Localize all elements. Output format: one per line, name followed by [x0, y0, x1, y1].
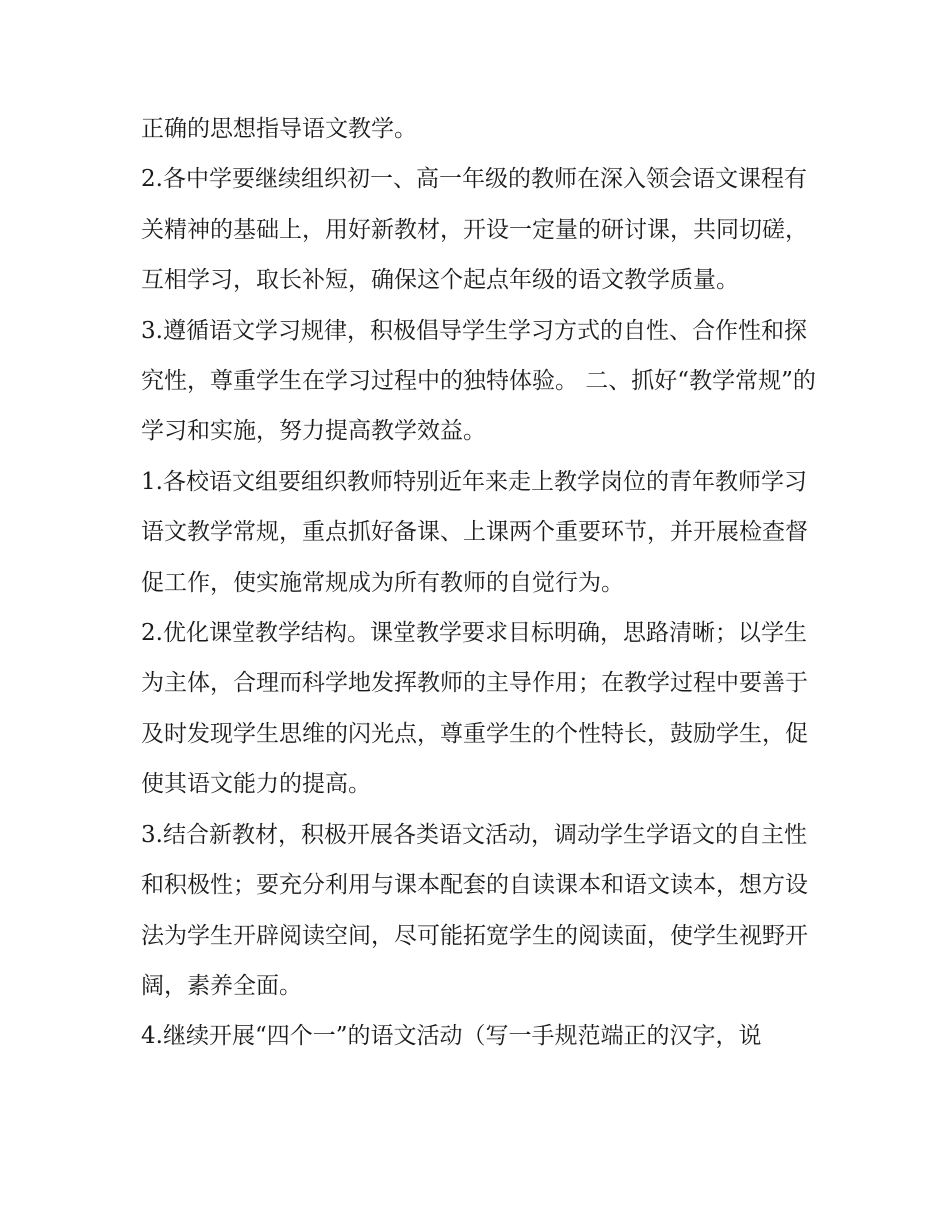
paragraph-item-2-classroom-structure: 2.优化课堂教学结构。课堂教学要求目标明确，思路清晰；以学生为主体，合理而科学地发挥教师的主导作用；在教学过程中要善于及时发现学生思维的闪光点，尊重学生的个性特长，鼓励学生，促使其语文能力的提高。: [141, 620, 808, 798]
paragraph-item-3-learning-rules: 3.遵循语文学习规律，积极倡导学生学习方式的自性、合作性和探究性，尊重学生在学习过程中的独特体验。 二、抓好“教学常规”的学习和实施，努力提高教学效益。: [141, 317, 816, 445]
paragraph-item-4-four-ones: 4.继续开展“四个一”的语文活动（写一手规范端正的汉字，说: [141, 1023, 762, 1050]
paragraph-continuation: 正确的思想指导语文教学。: [141, 116, 417, 142]
document-body: [141, 104, 816, 1062]
paragraph-item-2-grade-teaching: 2.各中学要继续组织初一、高一年级的教师在深入领会语文课程有关精神的基础上，用好新教材，开设一定量的研讨课，共同切磋，互相学习，取长补短，确保这个起点年级的语文教学质量。: [141, 166, 808, 294]
paragraph-item-3-language-activities: 3.结合新教材，积极开展各类语文活动，调动学生学语文的自主性和积极性；要充分利用与课本配套的自读课本和语文读本，想方设法为学生开辟阅读空间，尽可能拓宽学生的阅读面，使学生视野开阔，素养全面。: [141, 821, 808, 999]
paragraph-item-1-teaching-routine: 1.各校语文组要组织教师特别近年来走上教学岗位的青年教师学习语文教学常规，重点抓好备课、上课两个重要环节，并开展检查督促工作，使实施常规成为所有教师的自觉行为。: [141, 468, 808, 596]
